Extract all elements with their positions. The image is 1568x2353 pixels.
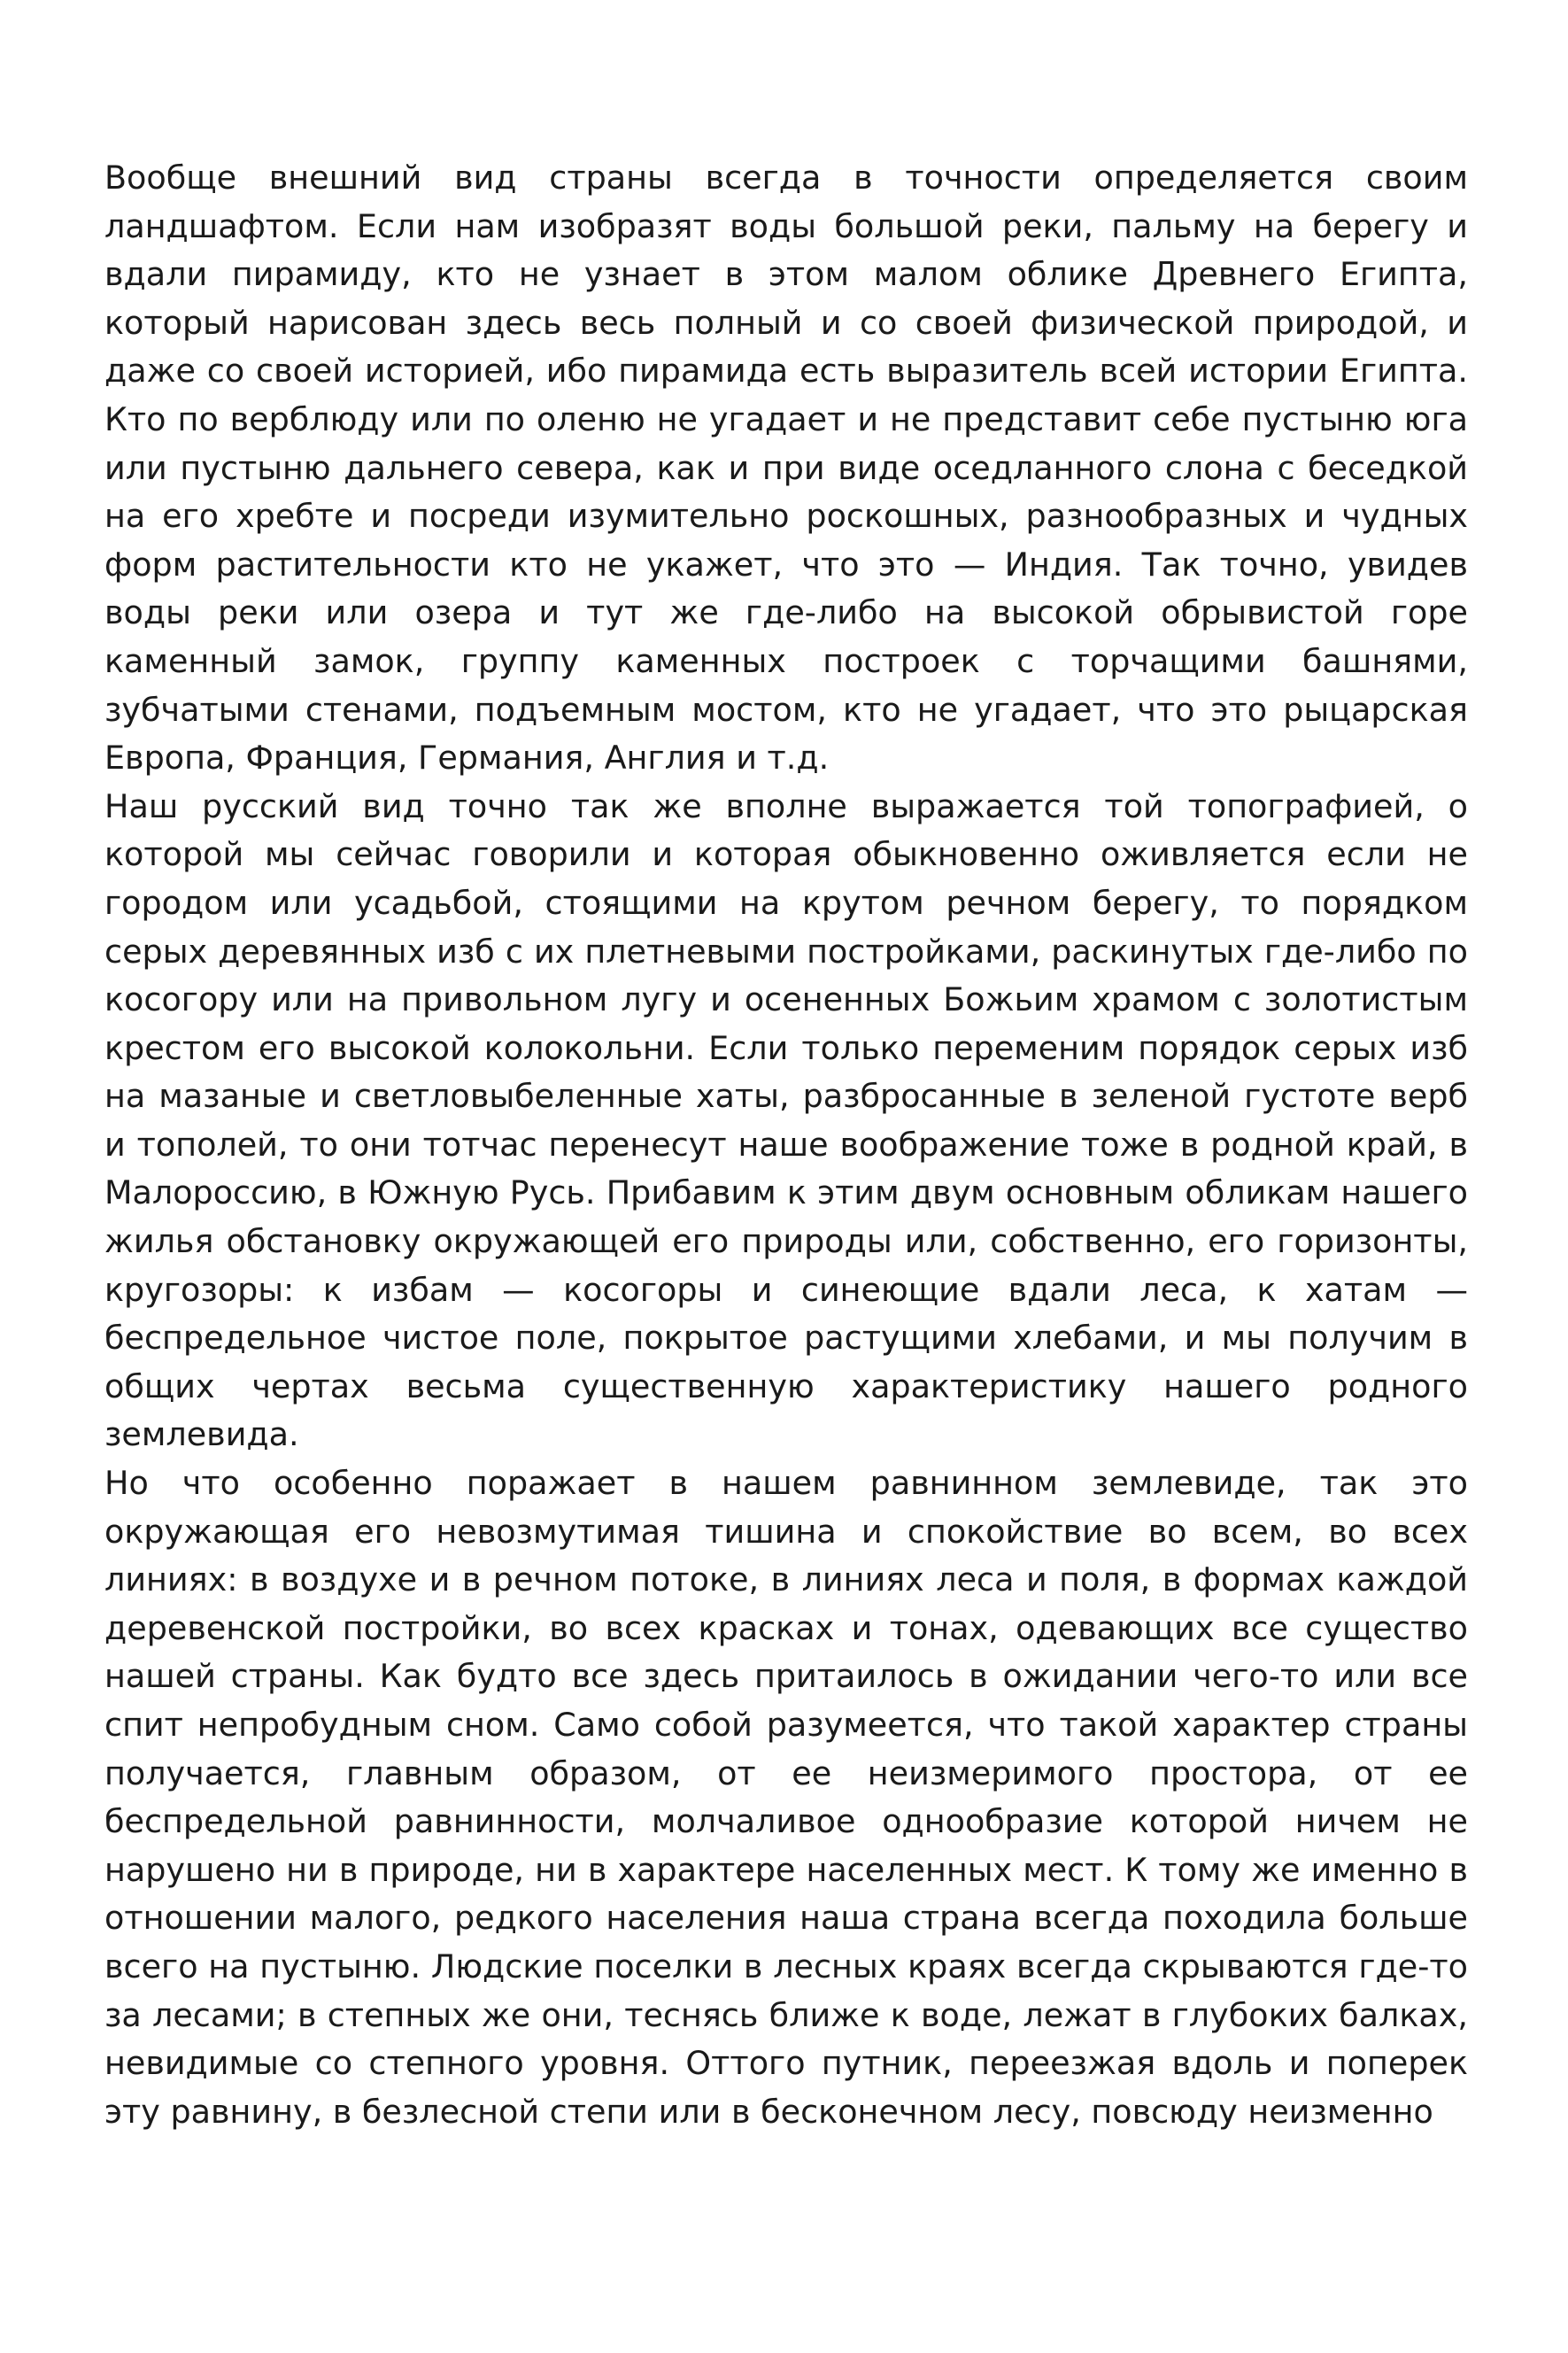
page-body	[104, 154, 1468, 2136]
paragraph-1: Вообще внешний вид страны всегда в точности определяется своим ландшафтом. Если нам изобразят воды большой реки, пальму на берегу и вдали пирамиду, кто не узнает в этом малом облике Древнего Египта, который нарисован здесь весь полный и со своей физической природой, и даже со своей историей, ибо пирамида есть выразитель всей истории Египта. Кто по верблюду или по оленю не угадает и не представит себе пустыню юга или пустыню дальнего севера, как и при виде оседланного слона с беседкой на его хребте и посреди изумительно роскошных, разнообразных и чудных форм растительности кто не укажет, что это — Индия. Так точно, увидев воды реки или озера и тут же где-либо на высокой обрывистой горе каменный замок, группу каменных построек с торчащими башнями, зубчатыми стенами, подъемным мостом, кто не угадает, что это рыцарская Европа, Франция, Германия, Англия и т.д.	[104, 159, 1468, 778]
paragraph-2: Наш русский вид точно так же вполне выражается той топографией, о которой мы сейчас говорили и которая обыкновенно оживляется если не городом или усадьбой, стоящими на крутом речном берегу, то порядком серых деревянных изб с их плетневыми постройками, раскинутых где-либо по косогору или на привольном лугу и осененных Божьим храмом с золотистым крестом его высокой колокольни. Если только переменим порядок серых изб на мазаные и светловыбеленные хаты, разбросанные в зеленой густоте верб и тополей, то они тотчас перенесут наше воображение тоже в родной край, в Малороссию, в Южную Русь. Прибавим к этим двум основным обликам нашего жилья обстановку окружающей его природы или, собственно, его горизонты, кругозоры: к избам — косогоры и синеющие вдали леса, к хатам — беспредельное чистое поле, покрытое растущими хлебами, и мы получим в общих чертах весьма существенную характеристику нашего родного землевида.	[104, 786, 1468, 1454]
paragraph-3: Но что особенно поражает в нашем равнинном землевиде, так это окружающая его невозмутимая тишина и спокойствие во всем, во всех линиях: в воздухе и в речном потоке, в линиях леса и поля, в формах каждой деревенской постройки, во всех красках и тонах, одевающих все существо нашей страны. Как будто все здесь притаилось в ожидании чего-то или все спит непробудным сном. Само собой разумеется, что такой характер страны получается, главным образом, от ее неизмеримого простора, от ее беспредельной равнинности, молчаливое однообразие которой ничем не нарушено ни в природе, ни в характере населенных мест. К тому же именно в отношении малого, редкого населения наша страна всегда походила больше всего на пустыню. Людские поселки в лесных краях всегда скрываются где-то за лесами; в степных же они, теснясь ближе к воде, лежат в глубоких балках, невидимые со степного уровня. Оттого путник, переезжая вдоль и поперек эту равнину, в безлесной степи или в бесконечном лесу, повсюду неизменно	[104, 1464, 1468, 2131]
